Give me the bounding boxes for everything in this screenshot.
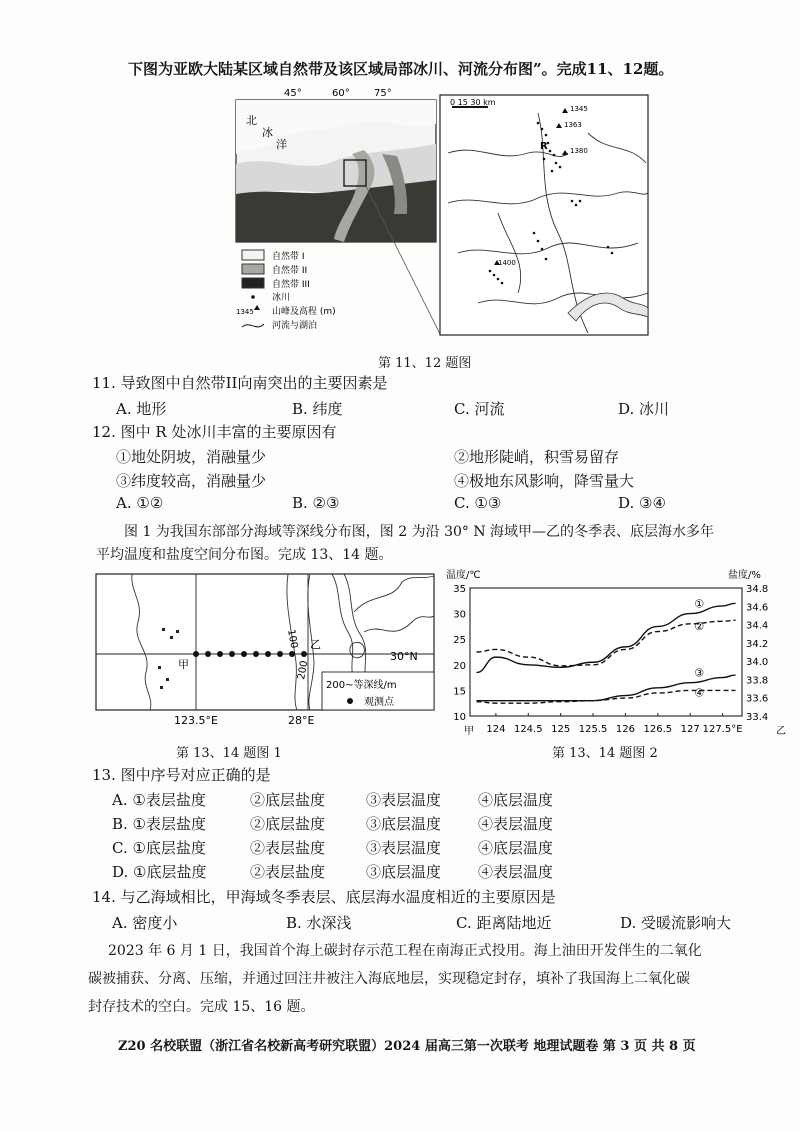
q14-option-a[interactable]: A. 密度小 xyxy=(112,914,178,932)
point-jia: 甲 xyxy=(178,658,189,671)
question-11-stem: 11. 导致图中自然带II向南突出的主要因素是 xyxy=(92,374,388,392)
series-label-2: ② xyxy=(694,619,705,633)
q13-b-part2: ②底层盐度 xyxy=(250,815,326,833)
q13-b-part4: ④表层温度 xyxy=(478,815,554,833)
y-right-tick: 34.8 xyxy=(746,584,769,595)
q13-c-part3: ③表层温度 xyxy=(366,839,442,857)
sea-label: 北 xyxy=(246,114,257,127)
figure1-caption: 第 13、14 题图 1 xyxy=(176,746,282,761)
x-tick-label: 125 xyxy=(551,724,571,735)
q12-item-4: ④极地东风影响，降雪量大 xyxy=(454,472,635,490)
q13-option-d[interactable]: D. ①底层盐度 xyxy=(112,863,207,881)
depth-label: 100 xyxy=(285,628,300,650)
intro-15-16-line2: 碳被捕获、分离、压缩，并通过回注井被注入海底地层，实现稳定封存，填补了我国海上二氧化碳 xyxy=(88,971,690,987)
lon-right: 28°E xyxy=(288,714,315,727)
y-left-tick: 10 xyxy=(453,712,466,723)
q13-d-part4: ④表层温度 xyxy=(478,863,554,881)
question-13-stem: 13. 图中序号对应正确的是 xyxy=(92,766,271,784)
q14-option-d[interactable]: D. 受暖流影响大 xyxy=(620,914,732,932)
x-tick-label: 126.5 xyxy=(643,724,673,735)
lon-label: 75° xyxy=(374,88,392,99)
sea-label: 洋 xyxy=(276,138,287,151)
peak-elevation: 1345 xyxy=(570,105,588,113)
series-label-1: ① xyxy=(694,597,705,611)
intro-13-14-line1: 图 1 为我国东部部分海域等深线分布图，图 2 为沿 30° N 海域甲—乙的冬季表、底层海水多年 xyxy=(124,524,715,540)
y-right-title: 盐度/% xyxy=(728,570,761,581)
depth-contour-map xyxy=(92,572,438,738)
peak-elevation: 1363 xyxy=(564,121,582,129)
q13-c-part4: ④底层温度 xyxy=(478,839,554,857)
q12-item-1: ①地处阴坡，消融量少 xyxy=(116,448,267,466)
intro-15-16-line3: 封存技术的空白。完成 15、16 题。 xyxy=(88,999,315,1015)
q13-option-c[interactable]: C. ①底层盐度 xyxy=(112,839,206,857)
y-right-tick: 34.6 xyxy=(746,602,769,614)
lon-left: 123.5°E xyxy=(174,714,218,727)
y-right-tick: 34.4 xyxy=(746,620,769,632)
y-left-tick: 35 xyxy=(453,584,466,595)
y-right-tick: 34.0 xyxy=(746,657,769,669)
q13-d-part3: ③底层温度 xyxy=(366,863,442,881)
x-start-label: 甲 xyxy=(464,726,474,737)
y-left-tick: 15 xyxy=(453,686,466,698)
legend-item: 山峰及高程 (m) xyxy=(272,307,336,317)
series-label-4: ④ xyxy=(694,686,705,700)
depth-label: 200 xyxy=(296,659,311,681)
q13-d-part2: ②表层盐度 xyxy=(250,863,326,881)
q13-a-part2: ②底层盐度 xyxy=(250,791,326,809)
legend-item: 河流与湖泊 xyxy=(272,321,318,331)
lat-label: 30°N xyxy=(390,650,418,663)
y-right-tick: 34.2 xyxy=(746,638,769,650)
x-tick-label: 124 xyxy=(486,724,506,735)
figure-caption: 第 11、12 题图 xyxy=(378,356,472,371)
q14-option-b[interactable]: B. 水深浅 xyxy=(286,914,352,932)
legend-item: 冰川 xyxy=(272,293,291,303)
q12-item-3: ③纬度较高，消融量少 xyxy=(116,472,267,490)
legend-peak-num: 1345 xyxy=(236,308,254,316)
q14-option-c[interactable]: C. 距离陆地近 xyxy=(456,914,552,932)
q13-option-a[interactable]: A. ①表层盐度 xyxy=(112,791,206,809)
y-left-tick: 30 xyxy=(453,609,466,621)
y-left-tick: 25 xyxy=(453,635,466,647)
r-label: R xyxy=(540,141,548,152)
peak-elevation: 1380 xyxy=(570,147,588,155)
q13-b-part3: ③底层温度 xyxy=(366,815,442,833)
legend-contour: 200~等深线/m xyxy=(326,680,397,691)
q11-option-b[interactable]: B. 纬度 xyxy=(292,400,343,418)
q11-option-c[interactable]: C. 河流 xyxy=(454,400,505,418)
y-right-tick: 33.6 xyxy=(746,693,769,705)
question-14-stem: 14. 与乙海域相比，甲海域冬季表层、底层海水温度相近的主要原因是 xyxy=(92,888,556,906)
natural-zone-map xyxy=(232,84,440,334)
peak-elevation: 1400 xyxy=(498,259,516,267)
sea-label: 冰 xyxy=(262,126,273,139)
x-tick-label: 125.5 xyxy=(578,724,608,735)
x-tick-label: 126 xyxy=(615,724,635,735)
legend-point: 观测点 xyxy=(364,697,394,708)
intro-13-14-line2: 平均温度和盐度空间分布图。完成 13、14 题。 xyxy=(96,547,393,563)
y-left-tick: 20 xyxy=(453,660,466,672)
x-tick-label: 124.5 xyxy=(513,724,543,735)
q12-option-b[interactable]: B. ②③ xyxy=(292,494,340,512)
question-12-stem: 12. 图中 R 处冰川丰富的主要原因有 xyxy=(92,423,337,441)
q13-a-part3: ③表层温度 xyxy=(366,791,442,809)
intro-11-12: 下图为亚欧大陆某区域自然带及该区域局部冰川、河流分布图”。完成11、12题。 xyxy=(128,60,674,78)
point-yi: 乙 xyxy=(310,638,321,651)
q13-a-part4: ④底层温度 xyxy=(478,791,554,809)
lon-label: 60° xyxy=(332,88,350,99)
q12-option-a[interactable]: A. ①② xyxy=(116,494,164,512)
temp-salinity-chart xyxy=(446,564,800,744)
glacier-river-map xyxy=(438,93,650,337)
legend-item: 自然带 III xyxy=(272,280,310,290)
figure2-caption: 第 13、14 题图 2 xyxy=(552,746,658,761)
y-left-title: 温度/℃ xyxy=(446,570,481,581)
q11-option-a[interactable]: A. 地形 xyxy=(116,400,167,418)
q13-option-b[interactable]: B. ①表层盐度 xyxy=(112,815,207,833)
x-tick-label: 127 xyxy=(680,724,700,735)
scale-bar: 0 15 30 km xyxy=(450,98,496,107)
q13-c-part2: ②表层盐度 xyxy=(250,839,326,857)
legend-item: 自然带 II xyxy=(272,266,308,276)
q12-option-d[interactable]: D. ③④ xyxy=(618,494,666,512)
legend-item: 自然带 I xyxy=(272,252,305,262)
y-right-tick: 33.4 xyxy=(746,712,769,723)
q12-item-2: ②地形陡峭，积雪易留存 xyxy=(454,448,620,466)
series-label-3: ③ xyxy=(694,666,705,680)
q12-option-c[interactable]: C. ①③ xyxy=(454,494,502,512)
y-right-tick: 33.8 xyxy=(746,675,769,687)
x-tick-label: 127.5°E xyxy=(702,724,743,735)
page-footer: Z20 名校联盟（浙江省名校新高考研究联盟）2024 届高三第一次联考 地理试题卷 第 3 页 共 8 页 xyxy=(118,1039,696,1054)
q11-option-d[interactable]: D. 冰川 xyxy=(618,400,670,418)
lon-label: 45° xyxy=(284,88,302,99)
intro-15-16-line1: 2023 年 6 月 1 日，我国首个海上碳封存示范工程在南海正式投用。海上油田开发伴生的二氧化 xyxy=(108,943,702,959)
x-end-label: 乙 xyxy=(776,726,786,737)
